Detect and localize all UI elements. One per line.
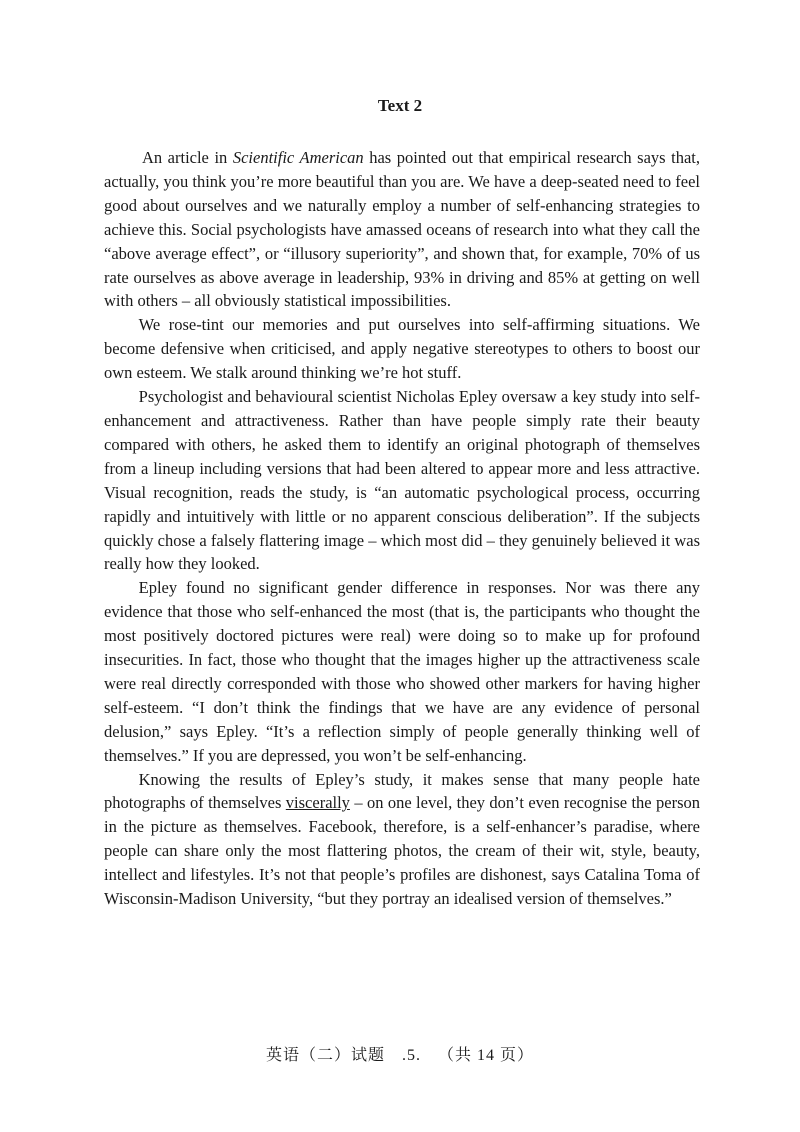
paragraph-5-rest: – on one level, they don’t even recognise the person in the picture as themselves. Facebook, therefore, is a self-enhancer’s paradise, where people can share only the most flattering photos, the cream of their wit, style, beauty, intellect and lifestyles. It’s not that people’s profiles are dishonest, says Catalina Toma of Wisconsin-Madison University, “but they portray an idealised version of themselves.” <box>104 793 701 909</box>
paragraph-1-intro: An article in <box>141 148 233 167</box>
paragraph-5-intro: Knowing the results of Epley’s study, it makes sense that many people hate photographs of themselves <box>104 769 700 813</box>
paragraph-5 <box>104 768 700 911</box>
footer-total-pages: （共 14 页） <box>438 1047 535 1064</box>
paragraph-4: Epley found no significant gender difference in responses. Nor was there any evidence that those who self-enhanced the most (that is, the participants who thought the most positively doctored pictures were real) were doing so to make up for profound insecurities. In fact, those who thought that the images higher up the attractiveness scale were real directly corresponded with those who showed other markers for having higher self-esteem. “I don’t think the findings that we have are any evidence of personal delusion,” says Epley. “It’s a reflection simply of people generally thinking well of themselves.” If you are depressed, you won’t be self-enhancing. <box>104 578 700 765</box>
page-footer <box>0 1042 800 1065</box>
paragraph-2: We rose-tint our memories and put ourselves into self-affirming situations. We become defensive when criticised, and apply negative stereotypes to others to boost our own esteem. We stalk around thinking we’re hot stuff. <box>104 315 700 383</box>
underlined-word: viscerally <box>285 793 350 813</box>
footer-page-number: .5. <box>402 1047 421 1064</box>
paragraph-1 <box>104 146 700 313</box>
page-title: Text 2 <box>377 96 423 115</box>
paragraph-1-rest: has pointed out that empirical research says that, actually, you think you’re more beautiful than you are. We have a deep-seated need to feel good about ourselves and we naturally employ a number of self-enhancing strategies to achieve this. Social psychologists have amassed oceans of research into what they call the “above average effect”, or “illusory superiority”, and shown that, for example, 70% of us rate ourselves as above average in leadership, 93% in driving and 85% at getting on well with others – all obviously statistical impossibilities. <box>104 148 700 311</box>
publication-name: Scientific American <box>232 148 364 167</box>
article-body <box>104 146 700 911</box>
paragraph-3: Psychologist and behavioural scientist Nicholas Epley oversaw a key study into self-enhancement and attractiveness. Rather than have people simply rate their beauty compared with others, he asked them to identify an original photograph of themselves from a lineup including versions that had been altered to appear more and less attractive. Visual recognition, reads the study, is “an automatic psychological process, occurring rapidly and intuitively with little or no apparent conscious deliberation”. If the subjects quickly chose a falsely flattering image – which most did – they genuinely believed it was really how they looked. <box>104 387 700 574</box>
footer-subject: 英语（二）试题 <box>265 1047 385 1064</box>
